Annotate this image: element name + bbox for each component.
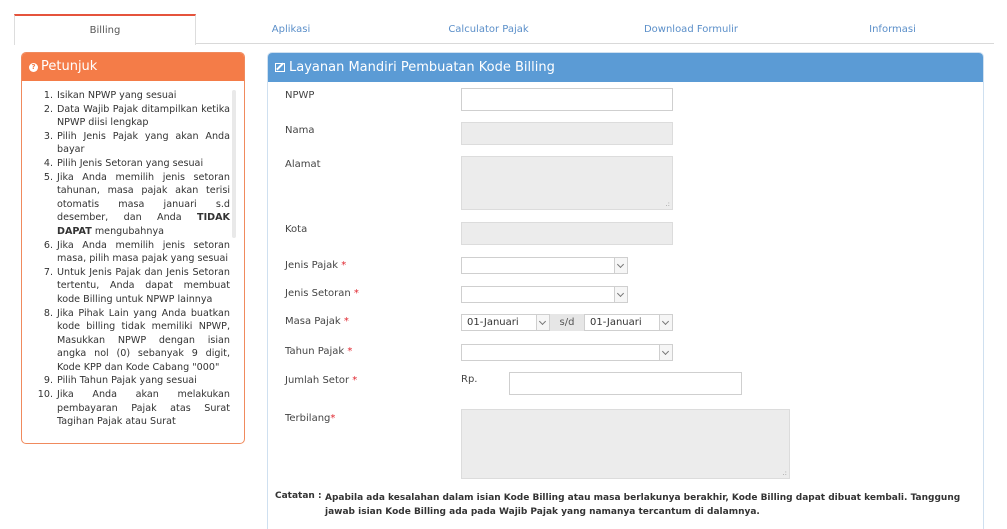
masa-pajak-to-select[interactable]: 01-Januari (584, 314, 673, 331)
list-item: 9. Pilih Tahun Pajak yang sesuai (43, 375, 197, 387)
list-item: 7. Untuk Jenis Pajak dan Jenis Setoran tertentu, Anda dapat membuat kode Billing untuk NPWP lainnya (43, 266, 230, 305)
jenis-setoran-label: Jenis Setoran * (285, 288, 359, 299)
jumlah-setor-input[interactable] (509, 372, 742, 395)
catatan-text: Apabila ada kesalahan dalam isian Kode Billing atau masa berlakunya berakhir, Kode Billing dapat dibuat kembali. Tanggung jawab isian Kode Billing ada pada Wajib Pajak yang namanya tercantum di dalamnya. (325, 493, 961, 517)
tab-billing[interactable]: Billing (14, 14, 196, 45)
resize-grip-icon: .: (665, 200, 670, 208)
list-item: 3. Pilih Jenis Pajak yang akan Anda bayar (43, 130, 230, 156)
list-item: 10. Jika Anda akan melakukan pembayaran Pajak atas Surat Tagihan Pajak atau Surat (37, 389, 230, 428)
masa-pajak-label: Masa Pajak * (285, 316, 349, 327)
nama-label: Nama (285, 125, 315, 136)
list-item: 5. Jika Anda memilih jenis setoran tahunan, masa pajak akan terisi otomatis masa januari s.d desember, dan Anda TIDAK DAPAT mengubahnya (43, 171, 230, 237)
npwp-label: NPWP (285, 90, 315, 101)
jumlah-setor-label: Jumlah Setor * (285, 375, 358, 386)
jenis-setoran-select[interactable] (461, 286, 628, 303)
tab-aplikasi[interactable]: Aplikasi (271, 24, 311, 35)
jenis-pajak-select[interactable] (461, 257, 628, 274)
list-item: 1. Isikan NPWP yang sesuai (43, 90, 177, 101)
terbilang-label: Terbilang* (285, 413, 336, 424)
alamat-field (461, 156, 673, 210)
rp-prefix: Rp. (461, 374, 478, 385)
petunjuk-list[interactable] (22, 89, 238, 441)
tahun-pajak-label: Tahun Pajak * (285, 346, 353, 357)
petunjuk-scrollbar[interactable] (232, 90, 236, 238)
sd-separator: s/d (550, 314, 584, 331)
edit-icon (275, 63, 285, 72)
masa-pajak-from-select[interactable]: 01-Januari (461, 314, 550, 331)
chevron-down-icon (614, 287, 627, 302)
jenis-pajak-label: Jenis Pajak * (285, 260, 347, 271)
chevron-down-icon (614, 258, 627, 273)
chevron-down-icon (536, 315, 549, 330)
chevron-down-icon (659, 315, 672, 330)
layanan-header (268, 53, 983, 82)
npwp-input[interactable] (461, 88, 673, 111)
petunjuk-title: Petunjuk (41, 59, 98, 74)
question-icon: ? (29, 63, 38, 72)
terbilang-field (461, 409, 790, 479)
kota-field (461, 222, 673, 245)
resize-grip-icon: .: (782, 469, 787, 477)
alamat-label: Alamat (285, 159, 321, 170)
kota-label: Kota (285, 224, 308, 235)
catatan-label: Catatan : (275, 491, 322, 501)
tab-calculator-pajak[interactable]: Calculator Pajak (448, 24, 529, 35)
tab-informasi[interactable]: Informasi (869, 24, 916, 35)
petunjuk-header (22, 53, 244, 81)
tab-download-formulir[interactable]: Download Formulir (643, 24, 739, 35)
list-item: 8. Jika Pihak Lain yang Anda buatkan kode billing tidak memiliki NPWP, Masukkan NPWP dengan isian angka nol (0) sebanyak 9 digit, Kode KPP dan Kode Cabang "000" (43, 307, 230, 373)
tahun-pajak-select[interactable] (461, 344, 673, 361)
list-item: 2. Data Wajib Pajak ditampilkan ketika NPWP diisi lengkap (43, 103, 230, 129)
list-item: 6. Jika Anda memilih jenis setoran masa, pilih masa pajak yang sesuai (43, 239, 230, 265)
layanan-title: Layanan Mandiri Pembuatan Kode Billing (289, 60, 555, 75)
chevron-down-icon (659, 345, 672, 360)
petunjuk-panel (21, 52, 245, 444)
list-item: 4. Pilih Jenis Setoran yang sesuai (43, 157, 204, 169)
nama-field (461, 122, 673, 145)
tab-bar (14, 14, 994, 44)
